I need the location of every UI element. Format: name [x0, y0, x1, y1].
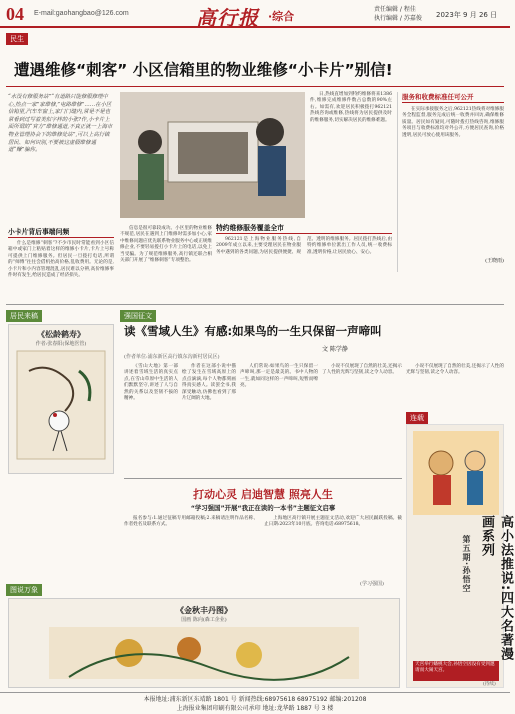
repair-photo	[120, 92, 305, 218]
serial-title: 高小法推说:四大名著漫画系列	[479, 515, 513, 662]
comic-illustration	[413, 431, 499, 515]
event-column-2	[264, 516, 402, 578]
headline-rule	[6, 86, 504, 87]
section-tag-visual: 图说万象	[6, 584, 42, 596]
serial-credit: (待续)	[483, 682, 496, 687]
essay-affiliation: (作者单位:浦东新区高行镇东沟新村居民区)	[124, 354, 220, 360]
column-1-paragraph: 什么是维修“刺客”?不少市民时常能看到小区信箱中或家门上粘贴着这样的维修小卡片,卡片上号称可提供上门维修服务。但居民一旦拨打电话,所谓的“师傅”往往会借机抬高价格,乱收费用。无论的是,小卡片和小内容管理混乱,居民难以分辨,高价维修事件时有发生,给居民造成了经济损失。	[8, 241, 114, 279]
story-column-1	[8, 226, 114, 300]
sidebar-credit: (王晓雨)	[485, 258, 504, 264]
story-column-3	[216, 222, 392, 302]
section-tag-serial: 连载	[406, 412, 428, 424]
section-name: ·综合	[268, 10, 295, 23]
newspaper-logo: 高行报	[196, 6, 259, 30]
essay-column-5	[406, 364, 504, 408]
essay-byline: 文 陈学静	[322, 346, 348, 353]
essay-paragraph: 《雪山大地》第一部讲述着雪域生活的真实点点,在雪山草原中生活的人们默默坚守,讲述了人与自然的关系以及坚韧不拔的精神。	[124, 364, 178, 402]
section-tag-essay: 强国征文	[120, 310, 156, 322]
sidebar-paragraph: 在实际承接服务之后,962121热线将对维修服务全程监督,服务完成后统一收费并回访,确保维修质量。居民如有疑问,可随时拨打热线咨询,维修服务项目与收费标准均对外公开,方便居民查询,价格透明,居民可放心使用该服务。	[402, 107, 504, 138]
sidebar-story	[402, 92, 504, 272]
essay-column-1	[124, 364, 178, 474]
sidebar-text	[402, 107, 504, 257]
section-tag-reader: 居民来稿	[6, 310, 42, 322]
essay-paragraph: 小说不仅展现了自然的壮美,还揭示了人性的光辉与坚韧,读之令人动容。	[406, 364, 504, 376]
event-rule	[124, 478, 402, 479]
footer-address: 本报地址:浦东新区东靖路 1801 号 新闻热线:68975618 68975192 邮编:201208	[143, 696, 367, 703]
editor-line: 执行编辑 / 苏嘉俊	[374, 15, 422, 22]
top-headline: 遭遇维修“刺客” 小区信箱里的物业维修“小卡片”别信!	[14, 61, 393, 79]
repair-photo-illustration	[120, 92, 305, 218]
story-lede: “水没有修服务站”“有道路只能修服修理中心,热点一家”家维修,”电路维修”……在小区信箱里,汽车车窗上,家门门缝内,常是不是也常看到过写着类似字样的小张?作,小卡片上面所谓的“官方”维修通道,不真正就一上海市物业管理协会下的维修处站”,可以上高行镇居民、如何识别,不要被这虚假维修通道“赚”骗你。	[8, 94, 113, 154]
artwork-box	[8, 598, 400, 688]
artwork-image	[9, 627, 399, 683]
essay-paragraph: 人们常说:如果鸟的一生只保留一声啼叫,那一定是最美的。书中人物的一生,就如同这样的一声啼叫,短暂而嘹亮。	[240, 364, 318, 389]
event-paragraph: 报名参与:1.通过征稿专用邮箱投稿;2.来稿请注明作品名称、作者姓名及联系方式。	[124, 516, 258, 528]
serial-box	[406, 424, 513, 688]
story-column-4	[310, 92, 392, 220]
column-3-paragraph: 962121是上海物业服务热线,自2009年成立以来,主要受理居民在物业服务中遇到的各类问题,为居民提供便捷、规范、透明的维修服务。居民拨打热线后,由特约维修单位派出工作人员,统一收费标准,透明价格,让居民放心、安心。	[216, 237, 392, 255]
event-paragraph: 上海地区高行镇开展主题征文活动,欢迎广大居民踊跃投稿。截止日期:2023年10月底。咨询电话:68975618。	[264, 516, 402, 528]
page-number: 04	[6, 4, 24, 24]
page-footer	[0, 692, 510, 714]
column-1-text	[8, 241, 114, 301]
section-rule	[6, 304, 504, 305]
story-paragraph: 日,热线直增加到特约维修将来1386件,维修完成维修件数占总数的90%左右。如需有,欢迎居民积极拨打962121热线咨询或维修,热线将为居民提供及时的维修服务,切实解决居民的维修难题。	[310, 92, 392, 123]
essay-column-3	[240, 364, 318, 474]
artwork-credit: 国画 陈向(森工企业)	[181, 617, 227, 623]
story-column-2	[120, 226, 212, 300]
section-tag-minsheng: 民生	[6, 33, 28, 45]
essay-paragraph: 小说不仅展现了自然的壮美,还揭示了人性的光辉与坚韧,读之令人动容。	[322, 364, 402, 376]
essay-column-2	[182, 364, 236, 474]
essay-headline: 读《雪域人生》有感:如果鸟的一生只保留一声啼叫	[124, 324, 382, 338]
event-credit: (学习强国)	[360, 581, 384, 587]
column-3-subhead: 特约维修服务覆盖全市	[216, 222, 392, 234]
event-headline: 打动心灵 启迪智慧 照亮人生	[193, 488, 333, 501]
serial-subtitle: 第五期·孙悟空	[462, 535, 471, 594]
serial-caption: 天宫举行蟠桃大会,孙悟空因没有受到邀请而大闹天宫。	[413, 661, 499, 681]
footer-printer: 上海报业集团印刷有限公司承印 地址:龙华路 1887 号 3 楼	[176, 705, 334, 712]
painting-box	[8, 324, 114, 474]
editor-line: 责任编辑 / 程佳	[374, 6, 416, 13]
event-column-1	[124, 516, 258, 586]
issue-date: 2023年 9 月 26 日	[436, 11, 498, 19]
sidebar-subhead: 服务和收费标准任可公开	[402, 92, 504, 103]
event-subheadline: “学习强国”开展“我正在读的一本书”主题征文启事	[190, 504, 336, 512]
painting-credit: 作者:张春阳(保地医管)	[35, 341, 87, 347]
column-2-paragraph: 信息是很可靠较成功。小区里的物业维修不规范,居民在遇到上门维修时需多加小心,家中维修问题应优先联系物业服务中心或正规维修企业,不要轻易拨打小卡片上的电话,以免上当受骗。为了规范维修服务,高行镇还联合相关部门开展了“维修刺客”专项整治。	[120, 226, 212, 264]
essay-paragraph: 作者在这部小说中描绘了发生在雪域高原上的点点滴滴,每个人物都刻画得真实感人。读罢全书,我深受触动,仿佛也看到了那片辽阔的大地。	[182, 364, 236, 402]
editor-credits	[374, 5, 422, 23]
column-divider	[397, 92, 398, 272]
column-3-text	[216, 237, 392, 301]
crane-painting	[9, 351, 113, 461]
column-1-subhead: 小卡片背后事端问频	[8, 226, 114, 238]
essay-column-4	[322, 364, 402, 474]
painting-title: 《松龄鹤寿》	[37, 329, 85, 339]
artwork-title: 《金秋丰丹图》	[176, 605, 232, 615]
email-address: E-mail:gaohangbao@126.com	[34, 10, 129, 17]
